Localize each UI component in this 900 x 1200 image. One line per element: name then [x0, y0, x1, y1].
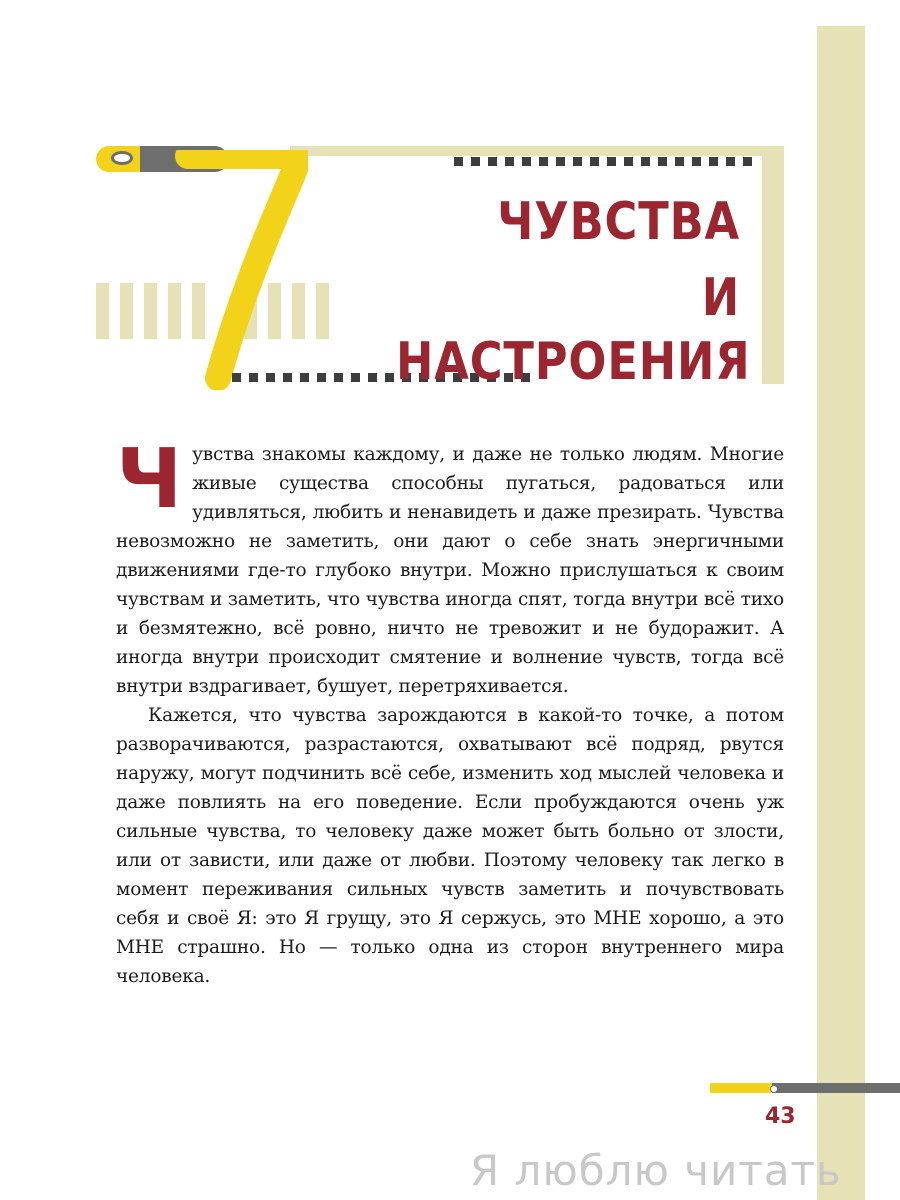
side-column-decoration [817, 26, 865, 1200]
header-frame-right [762, 146, 784, 384]
chapter-title-line2: И НАСТРОЕНИЯ [396, 268, 751, 392]
paragraph-1-text: увства знакомы каждому, и даже не только людям. Многие живые существа способны пугаться, радоваться или удивляться, любить и ненавидеть и даже презирать. Чувства невозможно не заметить, они дают о себе знать энергичными движениями где-то глубоко внутри. Можно прислушаться к своим чувствам и заметить, что чувства иногда спят, тогда внутри всё тихо и безмятежно, всё ровно, ничто не тревожит и не будоражит. А иногда внутри происходит смятение и волнение чувств, тогда всё внутри вздрагивает, бушует, перетряхивается. [116, 444, 784, 697]
watermark: Я люблю читать [470, 1146, 842, 1195]
header-dash-row-top [454, 157, 752, 166]
paragraph-1 [116, 432, 784, 701]
chapter-title-line1: ЧУВСТВА [497, 192, 740, 252]
body-text [116, 432, 784, 991]
paragraph-2: Кажется, что чувства зарождаются в какой-то точке, а потом разворачиваются, разрастаются, охватывают всё подряд, рвутся наружу, могут подчинить всё себе, изменить ход мыслей человека и даже повлиять на его поведение. Если пробуждаются очень уж сильные чувства, то человеку даже может быть больно от злости, или от зависти, или даже от любви. Поэтому человеку так легко в момент переживания сильных чувств заметить и почувствовать себя и своё Я: это Я грущу, это Я сержусь, это МНЕ хорошо, а это МНЕ страшно. Но — только одна из сторон внутреннего мира человека. [116, 705, 784, 987]
header-frame-top [290, 146, 784, 156]
header-pill-eye [111, 151, 133, 165]
page-number: 43 [765, 1104, 796, 1129]
drop-cap: Ч [116, 432, 183, 527]
chapter-number-seven [168, 150, 308, 390]
chapter-title [396, 190, 751, 394]
footer-bar [710, 1083, 900, 1093]
